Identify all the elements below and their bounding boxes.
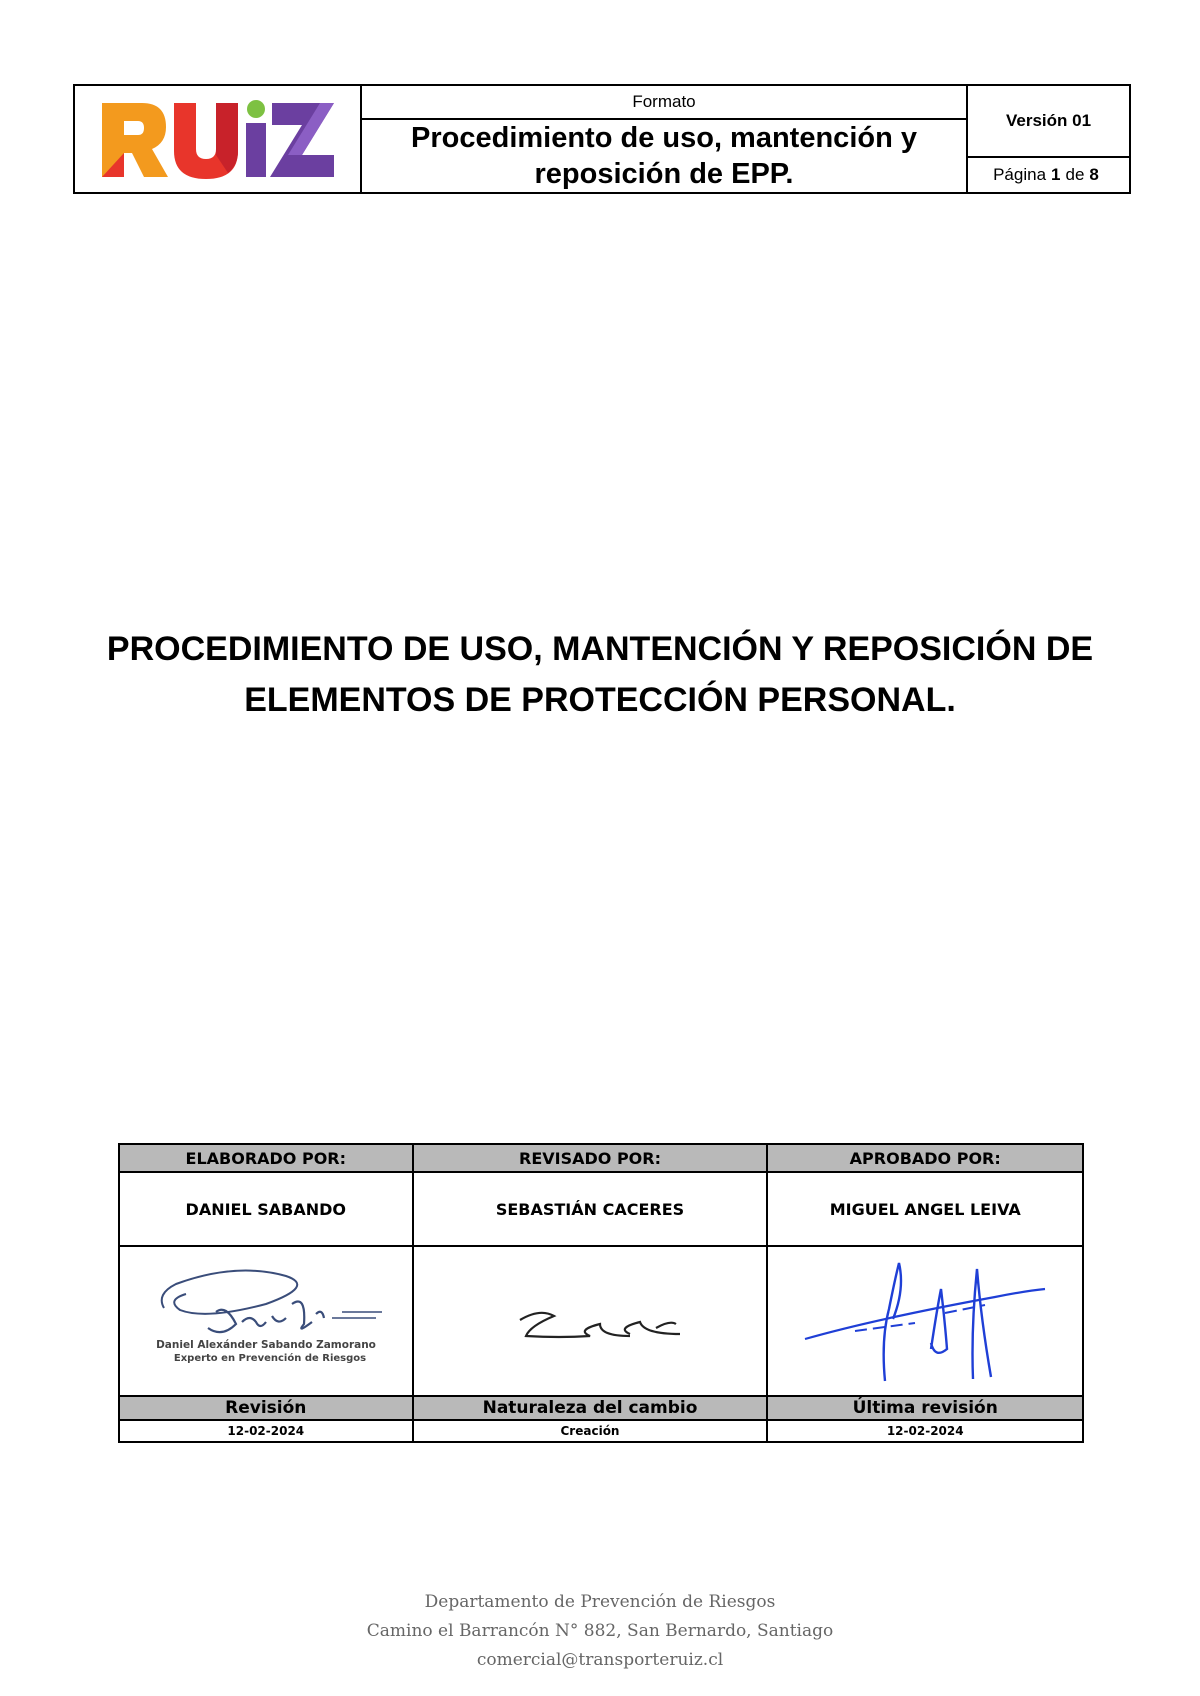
svg-text:Daniel Alexánder Sabando Zamor: Daniel Alexánder Sabando Zamorano bbox=[155, 1339, 376, 1351]
last-revision-date: 12-02-2024 bbox=[767, 1420, 1083, 1442]
header-title bbox=[362, 120, 966, 192]
ruiz-logo-icon bbox=[98, 93, 338, 185]
revision-date: 12-02-2024 bbox=[119, 1420, 413, 1442]
signature-stamp-icon bbox=[146, 1264, 386, 1374]
page-prefix: Página bbox=[993, 165, 1047, 184]
header-title-line2: reposición de EPP. bbox=[534, 158, 794, 190]
document-title-line1: PROCEDIMIENTO DE USO, MANTENCIÓN Y REPOSICIÓN DE bbox=[106, 630, 1094, 668]
company-logo bbox=[75, 86, 362, 192]
aprobado-signature bbox=[767, 1246, 1083, 1396]
version-label: Versión 01 bbox=[968, 86, 1129, 158]
footer-department: Departamento de Prevención de Riesgos bbox=[424, 1592, 776, 1612]
svg-text:Experto en Prevención de Riesg: Experto en Prevención de Riesgos bbox=[173, 1353, 366, 1364]
approval-table bbox=[118, 1143, 1084, 1443]
aprobado-name: MIGUEL ANGEL LEIVA bbox=[767, 1172, 1083, 1246]
page-sep: de bbox=[1065, 165, 1085, 184]
revisado-name: SEBASTIÁN CACERES bbox=[413, 1172, 768, 1246]
footer-email: comercial@transporteruiz.cl bbox=[476, 1650, 724, 1670]
revisado-signature bbox=[413, 1246, 768, 1396]
page-total: 8 bbox=[1089, 165, 1099, 184]
signature-icon bbox=[795, 1249, 1055, 1389]
document-title-line2: ELEMENTOS DE PROTECCIÓN PERSONAL. bbox=[244, 681, 956, 719]
header-title-line1: Procedimiento de uso, mantención y bbox=[411, 122, 917, 154]
format-label: Formato bbox=[362, 86, 966, 120]
elaborado-signature bbox=[119, 1246, 413, 1396]
page-indicator bbox=[968, 158, 1129, 192]
aprobado-header: APROBADO POR: bbox=[767, 1144, 1083, 1172]
revision-header: Revisión bbox=[119, 1396, 413, 1420]
elaborado-name: DANIEL SABANDO bbox=[119, 1172, 413, 1246]
change-nature-value: Creación bbox=[413, 1420, 768, 1442]
revisado-header: REVISADO POR: bbox=[413, 1144, 768, 1172]
document-header bbox=[73, 84, 1131, 194]
elaborado-header: ELABORADO POR: bbox=[119, 1144, 413, 1172]
footer-address: Camino el Barrancón N° 882, San Bernardo, Santiago bbox=[366, 1621, 834, 1641]
page-number: 1 bbox=[1051, 165, 1061, 184]
signature-icon bbox=[480, 1264, 700, 1374]
last-revision-header: Última revisión bbox=[767, 1396, 1083, 1420]
change-nature-header: Naturaleza del cambio bbox=[413, 1396, 768, 1420]
page-footer bbox=[0, 1588, 1200, 1675]
document-title bbox=[60, 624, 1140, 726]
